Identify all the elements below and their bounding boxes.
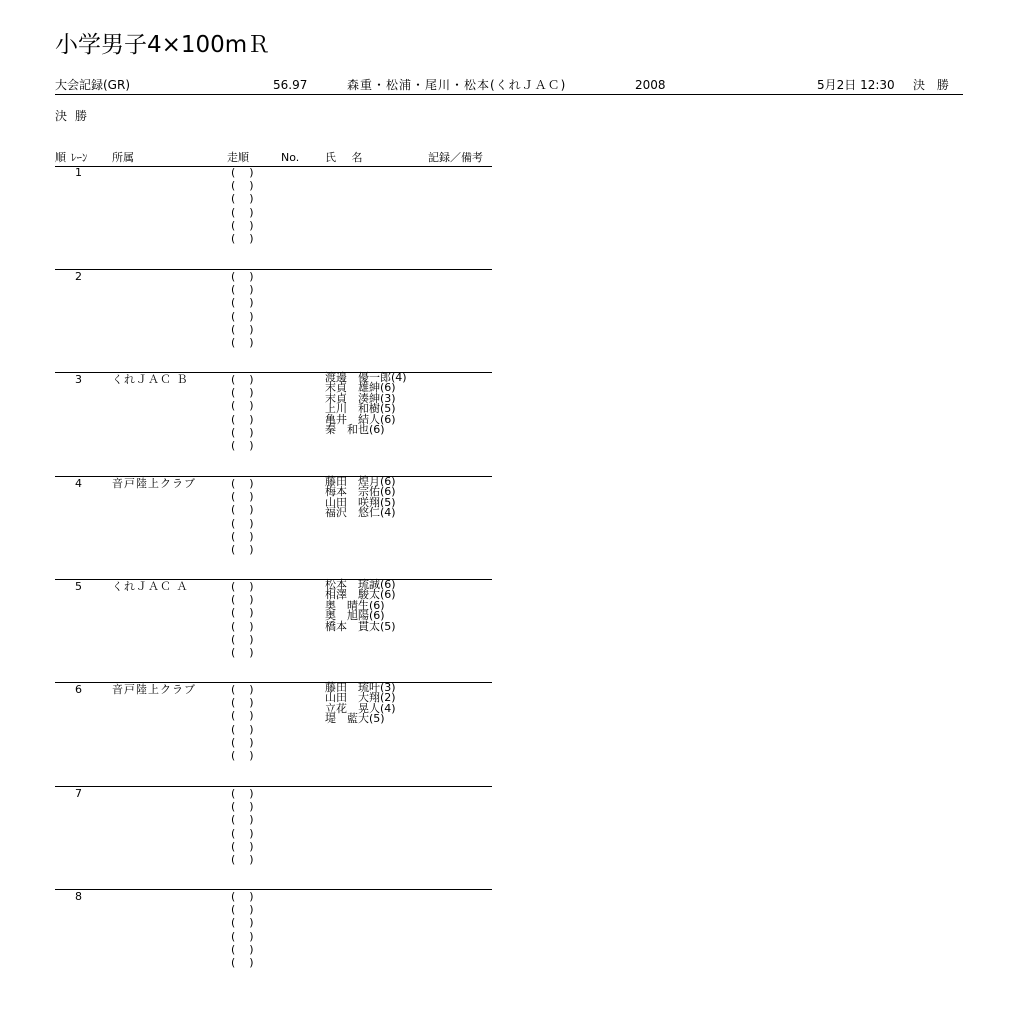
running-order-slot: ( ) — [231, 606, 254, 620]
running-order-slot: ( ) — [231, 516, 254, 530]
event-stage: 決 勝 — [913, 78, 953, 92]
running-order-slot: ( ) — [231, 192, 254, 206]
running-order-slot: ( ) — [231, 438, 254, 452]
runner-name: 堤 藍大(5) — [325, 712, 385, 726]
runner-name: 梅本 宗佑(6) — [325, 485, 396, 499]
running-order-slot: ( ) — [231, 696, 254, 710]
running-order-slot: ( ) — [231, 839, 254, 853]
running-order-slot: ( ) — [231, 296, 254, 310]
lane-block — [55, 889, 492, 994]
running-order-slot: ( ) — [231, 787, 254, 800]
running-order-slot: ( ) — [231, 722, 254, 736]
running-order-slot: ( ) — [231, 425, 254, 439]
record-time: 56.97 — [273, 78, 308, 92]
running-order-slot: ( ) — [231, 335, 254, 349]
running-order-slot: ( ) — [231, 529, 254, 543]
runner-name: 藤田 琉叶(3) — [325, 681, 396, 694]
running-order-slot: ( ) — [231, 929, 254, 943]
lane-number: 1 — [75, 166, 82, 179]
runner-name: 奥 晴生(6) — [325, 598, 385, 612]
runner-name: 亀井 結人(6) — [325, 412, 396, 426]
running-order-slot: ( ) — [231, 748, 254, 762]
running-order-list — [231, 787, 254, 866]
runner-list — [325, 477, 396, 519]
running-order-slot: ( ) — [231, 942, 254, 956]
running-order-slot: ( ) — [231, 166, 254, 179]
page-title: 小学男子4×100mＲ — [55, 32, 271, 58]
runner-list — [325, 373, 407, 435]
record-year: 2008 — [635, 78, 666, 92]
running-order-slot: ( ) — [231, 386, 254, 400]
lane-number: 4 — [75, 477, 82, 490]
runner-name: 山田 大翔(2) — [325, 691, 396, 705]
event-datetime: 5月2日 12:30 — [817, 78, 895, 92]
running-order-list — [231, 373, 254, 452]
team-name: くれＪＡＣ Ａ — [112, 580, 189, 593]
runner-list — [325, 683, 396, 725]
lane-number: 5 — [75, 580, 82, 593]
running-order-slot: ( ) — [231, 632, 254, 646]
stage-heading: 決勝 — [55, 109, 96, 123]
col-rank: 順 — [55, 151, 66, 164]
runner-name: 松本 琉誠(6) — [325, 578, 396, 591]
lane-block — [55, 682, 492, 787]
running-order-slot: ( ) — [231, 852, 254, 866]
lane-block — [55, 786, 492, 891]
running-order-list — [231, 890, 254, 969]
running-order-slot: ( ) — [231, 826, 254, 840]
lane-number: 7 — [75, 787, 82, 800]
runner-name: 福沢 悠仁(4) — [325, 506, 396, 520]
running-order-list — [231, 683, 254, 762]
running-order-slot: ( ) — [231, 503, 254, 517]
running-order-slot: ( ) — [231, 179, 254, 193]
running-order-slot: ( ) — [231, 218, 254, 232]
col-name: 氏 名 — [325, 151, 369, 164]
running-order-slot: ( ) — [231, 955, 254, 969]
team-name: くれＪＡＣ Ｂ — [112, 373, 189, 386]
column-header — [55, 150, 492, 167]
lane-block — [55, 476, 492, 581]
runner-name: 上川 和樹(5) — [325, 402, 396, 416]
running-order-slot: ( ) — [231, 322, 254, 336]
lane-block — [55, 372, 492, 477]
runner-name: 橋本 貫太(5) — [325, 619, 396, 633]
running-order-slot: ( ) — [231, 619, 254, 633]
running-order-slot: ( ) — [231, 270, 254, 283]
running-order-slot: ( ) — [231, 593, 254, 607]
col-affiliation: 所属 — [112, 151, 134, 164]
lane-block — [55, 269, 492, 374]
runner-list — [325, 580, 396, 632]
running-order-slot: ( ) — [231, 735, 254, 749]
running-order-slot: ( ) — [231, 412, 254, 426]
running-order-slot: ( ) — [231, 890, 254, 903]
runner-name: 相澤 駿太(6) — [325, 588, 396, 602]
col-record: 記録／備考 — [428, 151, 483, 164]
running-order-slot: ( ) — [231, 477, 254, 490]
record-holders: 森重・松浦・尾川・松本(くれＪＡＣ) — [347, 78, 567, 92]
running-order-slot: ( ) — [231, 683, 254, 696]
running-order-slot: ( ) — [231, 903, 254, 917]
running-order-slot: ( ) — [231, 283, 254, 297]
lane-block — [55, 579, 492, 684]
running-order-slot: ( ) — [231, 373, 254, 386]
runner-name: 藤田 煌月(6) — [325, 475, 396, 488]
col-lane: ﾚｰﾝ — [71, 151, 88, 164]
col-no: No. — [281, 151, 300, 164]
meet-record-row — [55, 76, 963, 95]
running-order-slot: ( ) — [231, 645, 254, 659]
running-order-list — [231, 477, 254, 556]
running-order-list — [231, 166, 254, 245]
lane-number: 3 — [75, 373, 82, 386]
runner-name: 秦 和也(6) — [325, 422, 385, 436]
running-order-slot: ( ) — [231, 490, 254, 504]
running-order-slot: ( ) — [231, 800, 254, 814]
runner-name: 末貞 湊紳(3) — [325, 391, 396, 405]
runner-name: 奥 旭陽(6) — [325, 609, 385, 623]
running-order-slot: ( ) — [231, 813, 254, 827]
runner-name: 渡邊 優一郎(4) — [325, 371, 407, 384]
running-order-slot: ( ) — [231, 205, 254, 219]
runner-name: 立花 晃人(4) — [325, 701, 396, 715]
record-label: 大会記録(GR) — [55, 78, 131, 92]
lane-number: 6 — [75, 683, 82, 696]
lane-block — [55, 166, 492, 270]
runner-name: 山田 咲翔(5) — [325, 495, 396, 509]
running-order-slot: ( ) — [231, 916, 254, 930]
running-order-slot: ( ) — [231, 399, 254, 413]
col-order: 走順 — [227, 151, 249, 164]
lane-number: 2 — [75, 270, 82, 283]
lane-number: 8 — [75, 890, 82, 903]
running-order-list — [231, 270, 254, 349]
running-order-slot: ( ) — [231, 542, 254, 556]
team-name: 音戸陸上クラブ — [112, 683, 196, 696]
running-order-slot: ( ) — [231, 580, 254, 593]
runner-name: 末貞 雄紳(6) — [325, 381, 396, 395]
running-order-slot: ( ) — [231, 309, 254, 323]
running-order-list — [231, 580, 254, 659]
running-order-slot: ( ) — [231, 709, 254, 723]
running-order-slot: ( ) — [231, 231, 254, 245]
team-name: 音戸陸上クラブ — [112, 477, 196, 490]
